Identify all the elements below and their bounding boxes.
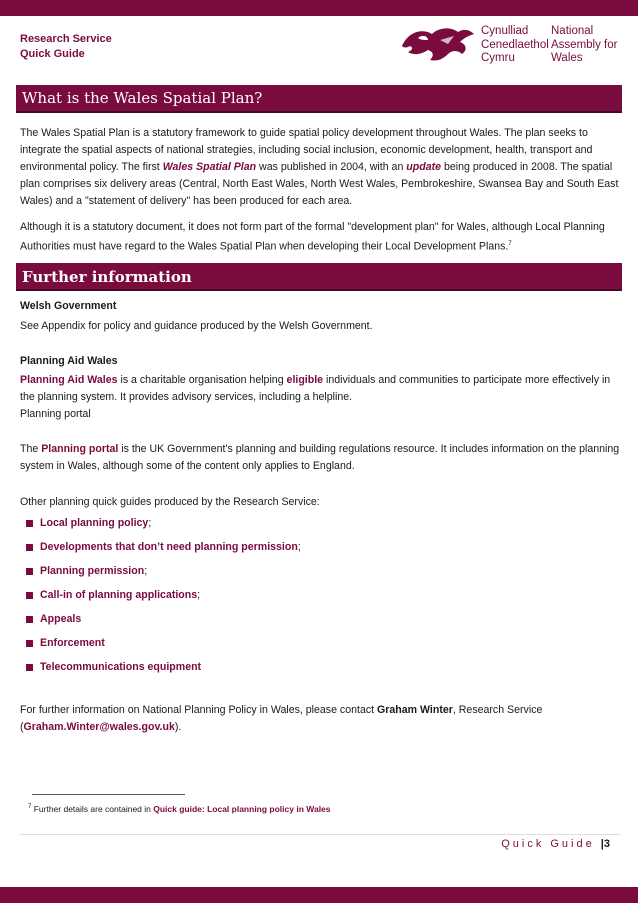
page-footer	[501, 838, 610, 850]
p1-text-a: The Wales Spatial Plan is a statutory framework to guide spatial policy development throughout Wales. The plan seeks to integrate the spatial aspects of national strategies, including social inclusion, economic development, health, transport and environmental policy. The first	[20, 127, 593, 173]
header-line-2: Quick Guide	[20, 48, 85, 60]
guide-link-planning-permission[interactable]: Planning permission	[40, 565, 145, 577]
guide-link-appeals[interactable]: Appeals	[40, 613, 82, 625]
bullet-square-icon	[26, 592, 33, 599]
eligible-link[interactable]: eligible	[286, 374, 324, 386]
logo-welsh-line-1: Cynulliad	[481, 25, 529, 37]
footer-divider	[20, 834, 620, 835]
planning-aid-wales-heading: Planning Aid Wales	[20, 355, 118, 367]
logo-english-line-2: Assembly for	[551, 38, 618, 51]
list-suffix: ;	[297, 541, 301, 553]
list-suffix: ;	[144, 565, 148, 577]
logo-english-line-3: Wales	[551, 52, 583, 64]
bullet-square-icon	[26, 520, 33, 527]
bullet-square-icon	[26, 544, 33, 551]
section-divider	[16, 289, 622, 291]
logo-welsh-line-3: Cymru	[481, 52, 515, 64]
pp-text-a: The	[20, 443, 42, 455]
footnote-text: Further details are contained in	[31, 803, 154, 814]
planning-aid-wales-paragraph	[20, 372, 620, 406]
list-item	[26, 659, 616, 683]
p2-text: Although it is a statutory document, it does not form part of the formal "development plan" for Wales, although Local Planning Authorities must have regard to the Wales Spatial Plan when developing their Local Development Plans.	[20, 221, 605, 253]
footer-label: Quick Guide	[501, 838, 595, 850]
logo-english-text	[551, 25, 617, 66]
section-heading-spatial-plan: What is the Wales Spatial Plan?	[16, 85, 622, 111]
welsh-government-text: See Appendix for policy and guidance produced by the Welsh Government.	[20, 320, 373, 332]
header-line-1: Research Service	[20, 33, 112, 45]
planning-portal-paragraph	[20, 441, 620, 475]
footnote-link[interactable]: Quick guide: Local planning policy in Wales	[153, 803, 331, 814]
header-title	[20, 32, 112, 62]
pp-text-b: is the UK Government's planning and building regulations resource. It includes information on the planning system in Wales, although some of the content only applies to England.	[20, 443, 620, 472]
section-divider	[16, 111, 622, 113]
welsh-government-heading: Welsh Government	[20, 300, 117, 312]
guide-link-enforcement[interactable]: Enforcement	[40, 637, 105, 649]
section-heading-further-info: Further information	[16, 263, 622, 291]
bullet-square-icon	[26, 664, 33, 671]
bullet-square-icon	[26, 568, 33, 575]
footer-separator: |	[600, 838, 604, 850]
update-link[interactable]: update	[406, 161, 442, 173]
p1-text-b: was published in 2004, with an	[256, 161, 407, 173]
contact-name: Graham Winter	[377, 704, 453, 716]
list-suffix: ;	[197, 589, 201, 601]
bottom-banner	[0, 887, 638, 903]
statutory-paragraph	[20, 219, 620, 256]
list-item	[26, 539, 616, 563]
list-item	[26, 635, 616, 659]
planning-portal-link[interactable]: Planning portal	[41, 443, 119, 455]
planning-portal-heading: Planning portal	[20, 408, 91, 420]
list-item	[26, 563, 616, 587]
logo-welsh-line-2: Cenedlaethol	[481, 38, 549, 51]
bullet-square-icon	[26, 640, 33, 647]
footnote-number: 7	[28, 804, 32, 810]
contact-paragraph	[20, 702, 620, 736]
contact-text-c: ).	[174, 721, 182, 733]
contact-text-a: For further information on National Planning Policy in Wales, please contact	[20, 704, 378, 716]
list-suffix: ;	[148, 517, 152, 529]
footnote-divider	[32, 794, 185, 795]
logo-english-line-1: National	[551, 25, 594, 37]
footnote-ref[interactable]: 7	[508, 241, 512, 247]
assembly-logo	[398, 22, 623, 68]
dragon-logo-icon	[398, 24, 476, 64]
guide-link-call-in[interactable]: Call-in of planning applications	[40, 589, 198, 601]
paw-text-b: individuals and communities to participate more effectively in the planning system. It provides advisory services, including a helpline.	[20, 374, 611, 403]
quick-guides-list	[26, 515, 616, 683]
bullet-square-icon	[26, 616, 33, 623]
logo-welsh-text	[481, 25, 549, 66]
p1-text-c: being produced in 2008. The spatial plan comprises six delivery areas (Central, North East Wales, North West Wales, Pembrokeshire, Swansea Bay and South East Wales) and a "statement of delivery" has been produced for each area.	[20, 161, 619, 207]
guide-link-local-planning-policy[interactable]: Local planning policy	[40, 517, 149, 529]
guide-link-telecommunications[interactable]: Telecommunications equipment	[40, 661, 202, 673]
top-banner	[0, 0, 638, 16]
guide-link-developments[interactable]: Developments that don’t need planning permission	[40, 541, 298, 553]
other-guides-intro: Other planning quick guides produced by the Research Service:	[20, 496, 320, 508]
page-number: 3	[603, 838, 610, 850]
footnote	[28, 800, 331, 816]
wales-spatial-plan-link[interactable]: Wales Spatial Plan	[162, 161, 257, 173]
list-item	[26, 515, 616, 539]
spatial-plan-paragraph	[20, 125, 620, 210]
planning-aid-wales-link[interactable]: Planning Aid Wales	[20, 374, 118, 386]
contact-text-b: , Research Service (	[20, 704, 543, 733]
paw-text-a: is a charitable organisation helping	[117, 374, 287, 386]
contact-email-link[interactable]: Graham.Winter@wales.gov.uk	[23, 721, 175, 733]
list-item	[26, 587, 616, 611]
list-item	[26, 611, 616, 635]
